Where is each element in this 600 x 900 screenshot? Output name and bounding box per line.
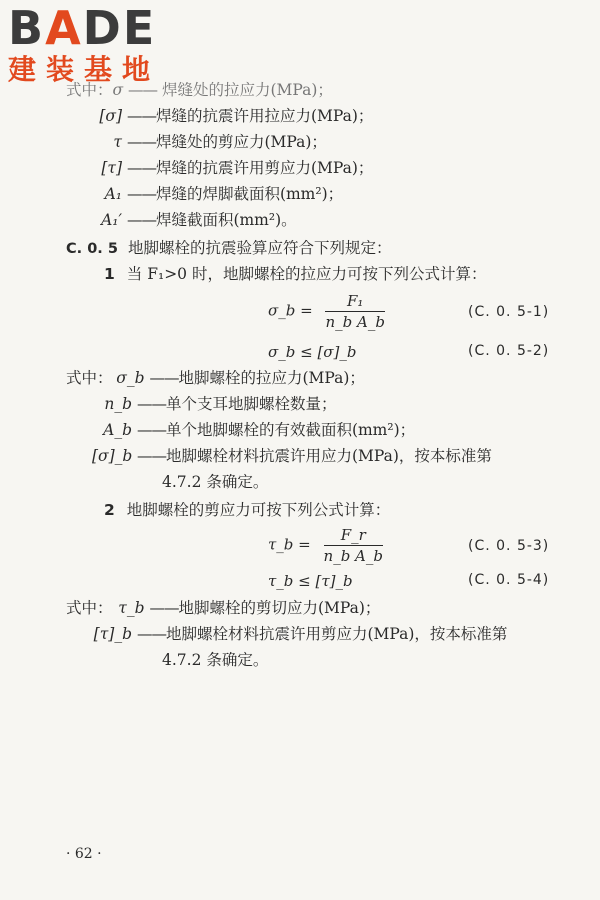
definition-row: τ ——焊缝处的剪应力(MPa)； — [113, 133, 327, 151]
equation-number: (C. 0. 5-4) — [468, 572, 550, 588]
item-1: 1 当 F₁>0 时，地脚螺栓的拉应力可按下列公式计算： — [104, 265, 487, 283]
fraction: $\frac{F\_r}{\text{n\_b A\_b}}$ — [323, 526, 383, 565]
brand-logo — [8, 1, 161, 86]
definition-row: A₁′ ——焊缝截面积(mm²)。 — [101, 211, 297, 229]
logo-subtitle: 建装基地 — [8, 53, 161, 86]
clause-heading: C. 0. 5 地脚螺栓的抗震验算应符合下列规定： — [66, 239, 392, 257]
logo-wordmark: BADE — [8, 1, 157, 55]
definition-row: n_b ——单个支耳地脚螺栓数量； — [104, 395, 337, 413]
page-number: · 62 · — [66, 846, 102, 862]
formula-c-0-5-3: τ_b = $\frac{F\_r}{\text{n\_b A\_b}}$ — [268, 526, 383, 565]
equation-number: (C. 0. 5-3) — [468, 538, 550, 554]
definition-row: 式中：σ —— 焊缝处的拉应力(MPa)； — [66, 81, 333, 99]
item-2: 2 地脚螺栓的剪应力可按下列公式计算： — [104, 501, 391, 519]
equation-number: (C. 0. 5-1) — [468, 304, 550, 320]
definition-continuation: 4.7.2 条确定。 — [162, 473, 269, 491]
equation-number: (C. 0. 5-2) — [468, 343, 550, 359]
definition-row: [σ] ——焊缝的抗震许用拉应力(MPa)； — [99, 107, 374, 125]
definition-continuation: 4.7.2 条确定。 — [162, 651, 269, 669]
formula-c-0-5-2: σ_b ≤ [σ]_b — [268, 343, 357, 361]
definition-row: A_b ——单个地脚螺栓的有效截面积(mm²)； — [103, 421, 416, 439]
definition-row: [σ]_b ——地脚螺栓材料抗震许用应力(MPa)，按本标准第 — [92, 447, 492, 465]
definition-row: A₁ ——焊缝的焊脚截面积(mm²)； — [104, 185, 344, 203]
definition-row: [τ]_b ——地脚螺栓材料抗震许用剪应力(MPa)，按本标准第 — [93, 625, 508, 643]
definition-row: 式中： τ_b ——地脚螺栓的剪切应力(MPa)； — [66, 599, 381, 617]
definition-row: [τ] ——焊缝的抗震许用剪应力(MPa)； — [101, 159, 374, 177]
fraction: $\frac{\text{F₁}}{\text{n\_b A\_b}}$ — [325, 292, 385, 331]
formula-c-0-5-4: τ_b ≤ [τ]_b — [268, 572, 353, 590]
definition-row: 式中： σ_b ——地脚螺栓的拉应力(MPa)； — [66, 369, 365, 387]
formula-c-0-5-1: σ_b = $\frac{\text{F₁}}{\text{n\_b A\_b}}$ — [268, 292, 385, 331]
